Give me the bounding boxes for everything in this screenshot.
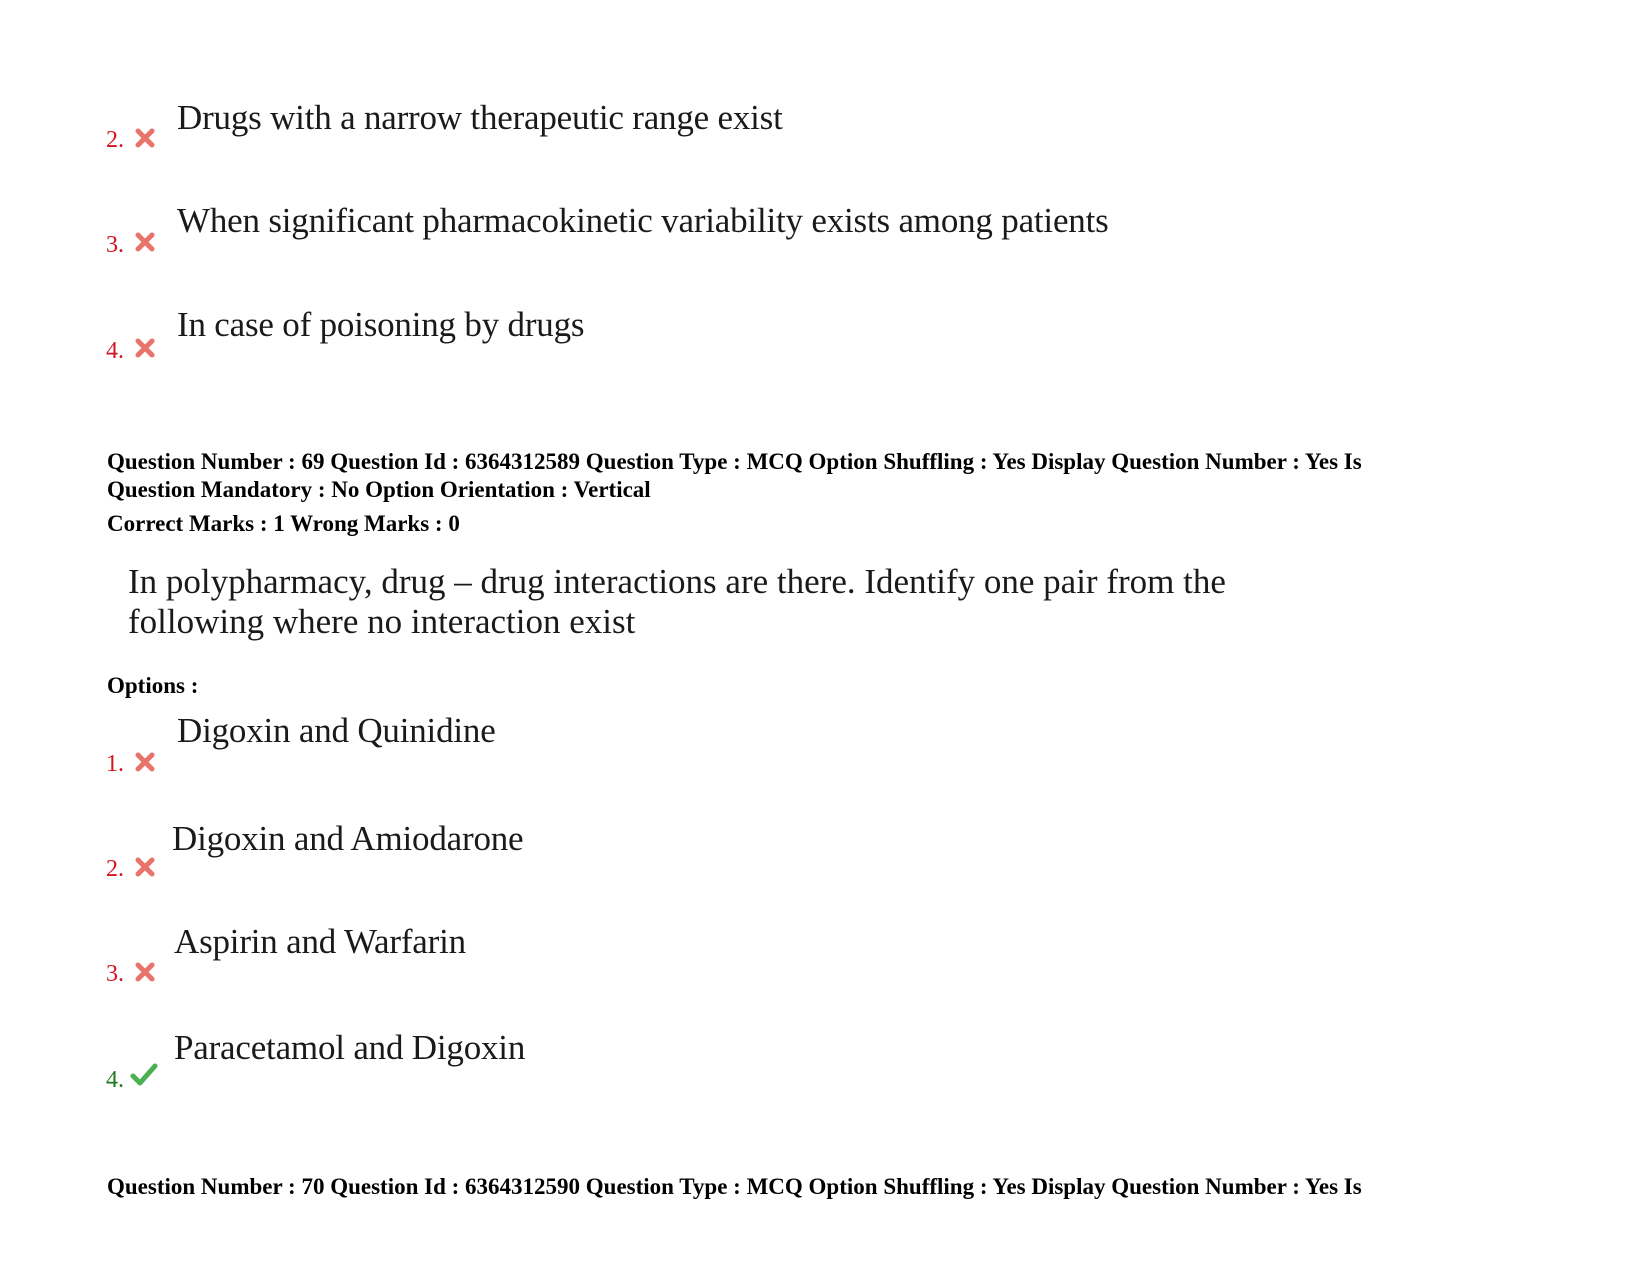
cross-icon <box>133 336 157 360</box>
option-text: Paracetamol and Digoxin <box>174 1028 526 1067</box>
option-number: 3. <box>106 232 124 258</box>
question-meta-line2: Question Mandatory : No Option Orientation : Vertical <box>107 477 651 502</box>
cross-icon <box>133 230 157 254</box>
option-text: Digoxin and Amiodarone <box>172 819 524 858</box>
option-text: Aspirin and Warfarin <box>174 922 466 961</box>
cross-icon <box>133 126 157 150</box>
option-number: 4. <box>106 1067 124 1093</box>
option-text: Drugs with a narrow therapeutic range exist <box>177 98 783 137</box>
option-text: When significant pharmacokinetic variability exists among patients <box>177 201 1109 240</box>
options-label: Options : <box>107 673 199 698</box>
option-number: 3. <box>106 961 124 987</box>
option-number: 4. <box>106 338 124 364</box>
cross-icon <box>133 960 157 984</box>
question-text-line2: following where no interaction exist <box>128 602 636 641</box>
check-icon <box>130 1062 158 1088</box>
question-meta-line1: Question Number : 70 Question Id : 6364312590 Question Type : MCQ Option Shuffling : Yes Display Question Number : Yes Is <box>107 1174 1362 1199</box>
cross-icon <box>133 855 157 879</box>
question-marks: Correct Marks : 1 Wrong Marks : 0 <box>107 511 460 536</box>
option-number: 1. <box>106 751 124 777</box>
question-meta-line1: Question Number : 69 Question Id : 6364312589 Question Type : MCQ Option Shuffling : Yes Display Question Number : Yes Is <box>107 449 1362 474</box>
question-text-line1: In polypharmacy, drug – drug interactions are there. Identify one pair from the <box>128 562 1226 601</box>
option-number: 2. <box>106 856 124 882</box>
option-text: Digoxin and Quinidine <box>177 711 496 750</box>
cross-icon <box>133 750 157 774</box>
option-text: In case of poisoning by drugs <box>177 305 585 344</box>
option-number: 2. <box>106 127 124 153</box>
